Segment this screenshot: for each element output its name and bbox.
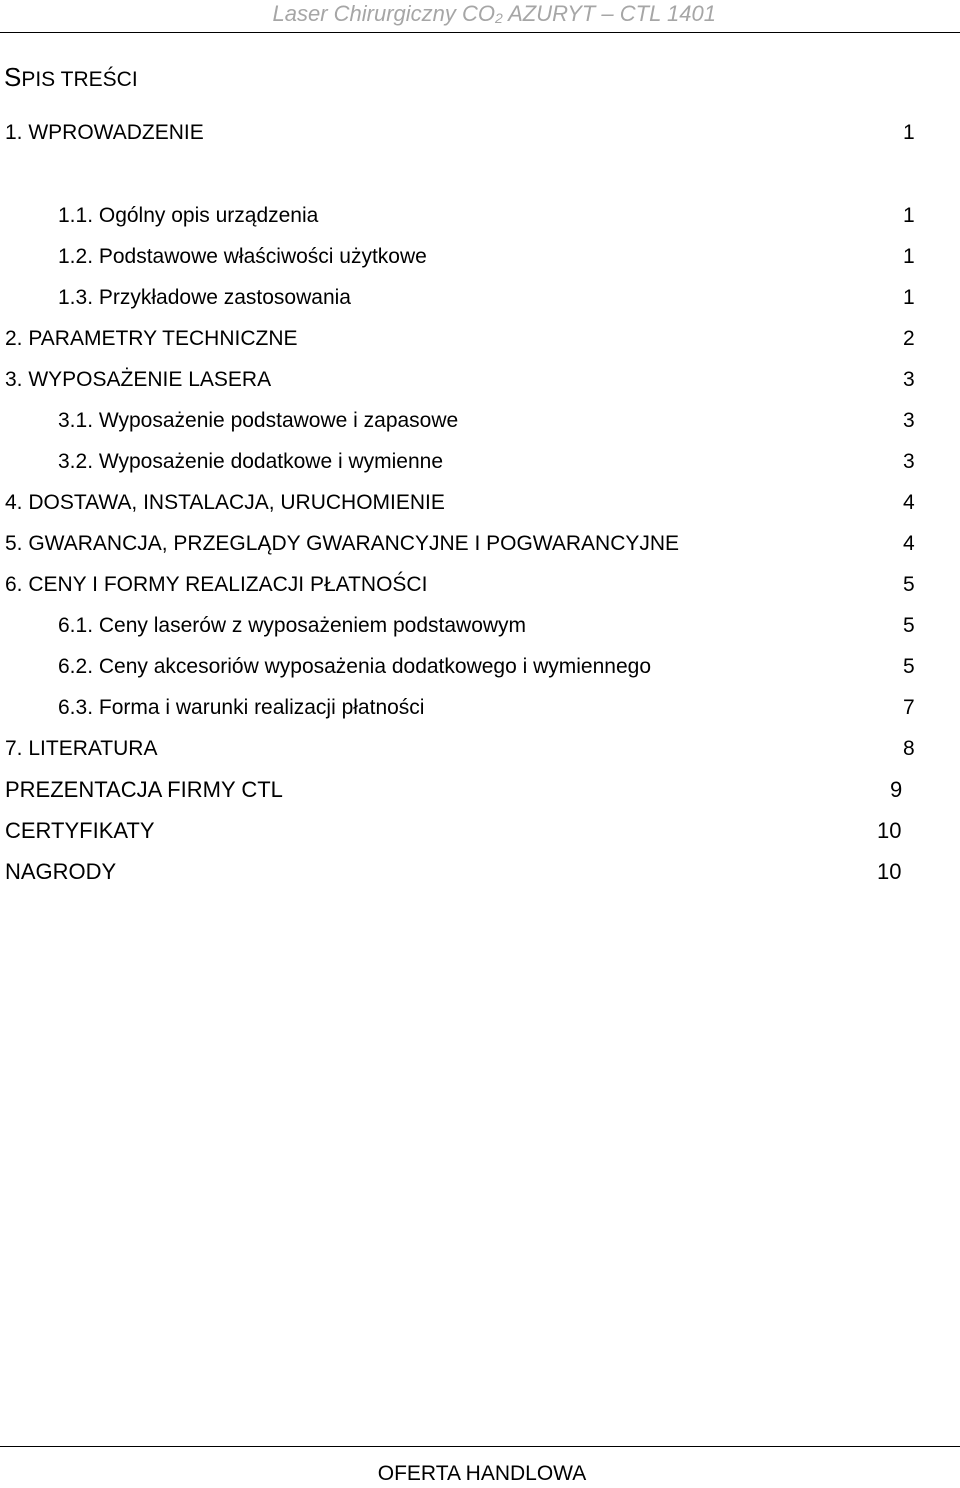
toc-entry-label: PREZENTACJA FIRMY CTL	[5, 777, 283, 802]
toc-heading-rest: PIS TREŚCI	[21, 68, 138, 91]
toc-entry-page: 9	[890, 777, 903, 802]
header-rule	[0, 32, 960, 33]
toc-entry-certificates[interactable]	[0, 816, 960, 846]
toc-entry-label: 4. DOSTAWA, INSTALACJA, URUCHOMIENIE	[5, 491, 445, 514]
toc-entry-label: CERTYFIKATY	[5, 818, 155, 843]
toc-entry-3[interactable]	[0, 365, 960, 395]
toc-entry-page: 8	[903, 737, 915, 760]
toc-entry-page: 1	[903, 245, 915, 268]
toc-entry-page: 5	[903, 573, 915, 596]
toc-entry-6-2[interactable]	[0, 652, 960, 682]
toc-entry-label: 6.1. Ceny laserów z wyposażeniem podstawowym	[58, 614, 527, 637]
toc-entry-label: 1.2. Podstawowe właściwości użytkowe	[58, 245, 427, 268]
toc-entry-page: 5	[903, 655, 915, 678]
toc-entry-page: 3	[903, 409, 915, 432]
toc-entry-3-1[interactable]	[0, 406, 960, 436]
toc-entry-page: 3	[903, 368, 915, 391]
toc-entry-label: NAGRODY	[5, 859, 117, 884]
toc-entry-company[interactable]	[0, 775, 960, 805]
toc-entry-1-1[interactable]	[0, 201, 960, 231]
toc-entry-page: 2	[903, 327, 915, 350]
toc-heading-initial: S	[4, 62, 22, 92]
toc-entry-label: 3.2. Wyposażenie dodatkowe i wymienne	[58, 450, 444, 473]
toc-entry-7[interactable]	[0, 734, 960, 764]
running-header	[273, 0, 716, 32]
toc-entry-page: 4	[903, 491, 915, 514]
toc-entry-label: 2. PARAMETRY TECHNICZNE	[5, 327, 298, 350]
header-title-model: AZURYT – CTL 1401	[502, 1, 716, 26]
toc-entry-page: 3	[903, 450, 915, 473]
toc-entry-page: 5	[903, 614, 915, 637]
toc-entry-6-3[interactable]	[0, 693, 960, 723]
toc-entry-1[interactable]	[0, 118, 960, 148]
running-footer: OFERTA HANDLOWA	[377, 1462, 587, 1485]
toc-entry-1-3[interactable]	[0, 283, 960, 313]
toc-entry-page: 1	[903, 204, 915, 227]
header-title-main: Laser Chirurgiczny CO	[272, 1, 496, 26]
toc-entry-4[interactable]	[0, 488, 960, 518]
toc-entry-page: 1	[903, 121, 915, 144]
toc-entry-page: 4	[903, 532, 915, 555]
toc-entry-6-1[interactable]	[0, 611, 960, 641]
toc-entry-label: 7. LITERATURA	[5, 737, 158, 760]
toc-entry-2[interactable]	[0, 324, 960, 354]
toc-entry-label: 6. CENY I FORMY REALIZACJI PŁATNOŚCI	[5, 573, 428, 596]
toc-entry-page: 10	[877, 818, 902, 843]
toc-entry-label: 5. GWARANCJA, PRZEGLĄDY GWARANCYJNE I POGWARANCYJNE	[5, 532, 680, 555]
toc-entry-awards[interactable]	[0, 857, 960, 887]
toc-entry-6[interactable]	[0, 570, 960, 600]
toc-entry-label: 3.1. Wyposażenie podstawowe i zapasowe	[58, 409, 459, 432]
toc-entry-page: 1	[903, 286, 915, 309]
toc-entry-page: 7	[903, 696, 915, 719]
toc-entry-page: 10	[877, 859, 902, 884]
toc-entry-label: 6.2. Ceny akcesoriów wyposażenia dodatkowego i wymiennego	[58, 655, 652, 678]
toc-entry-label: 6.3. Forma i warunki realizacji płatności	[58, 696, 425, 719]
toc-entry-5[interactable]	[0, 529, 960, 559]
toc-heading	[4, 60, 138, 97]
toc-entry-1-2[interactable]	[0, 242, 960, 272]
toc-entry-label: 1.1. Ogólny opis urządzenia	[58, 204, 319, 227]
toc-entry-label: 1.3. Przykładowe zastosowania	[58, 286, 351, 309]
toc-entry-label: 1. WPROWADZENIE	[5, 121, 204, 144]
footer-rule	[0, 1446, 960, 1447]
toc-entry-label: 3. WYPOSAŻENIE LASERA	[5, 368, 272, 391]
header-title-subscript: 2	[495, 10, 503, 26]
toc-entry-3-2[interactable]	[0, 447, 960, 477]
